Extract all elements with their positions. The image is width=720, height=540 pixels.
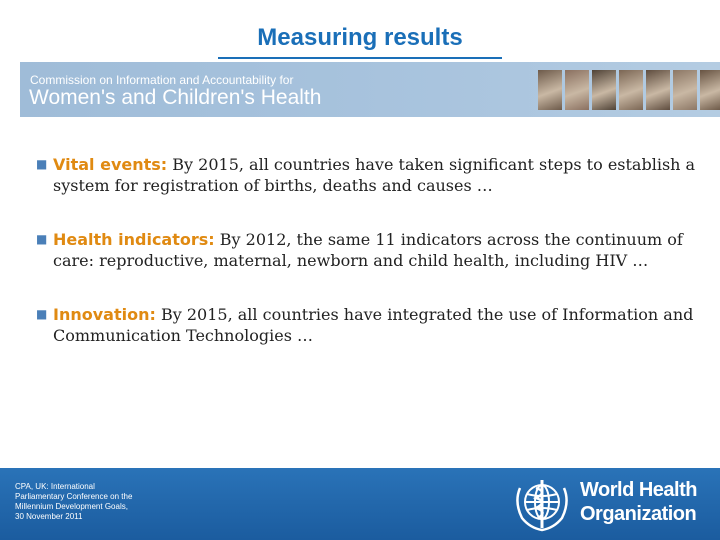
footer-bar [0,468,720,540]
who-emblem-icon [510,474,574,534]
bullet-item [36,229,696,271]
conference-note-line: 30 November 2011 [15,512,83,521]
banner-photo [592,70,616,110]
who-name [580,478,697,526]
conference-note-line: CPA, UK: International [15,482,95,491]
banner-photo [646,70,670,110]
banner-heading: Women's and Children's Health [29,86,322,109]
conference-note [15,482,175,522]
bullet-text: By 2012, the same 11 indicators across the continuum of care: reproductive, maternal, newborn and child health, including HIV … [53,230,683,270]
conference-note-line: Parliamentary Conference on the [15,492,133,501]
bullet-term: Vital events: [53,155,168,174]
bullet-term: Health indicators: [53,230,215,249]
who-name-line: World Health [580,479,697,501]
banner-subtitle: Commission on Information and Accountability for [30,73,294,87]
banner-photo [565,70,589,110]
title-underline [218,57,502,59]
conference-note-line: Millennium Development Goals, [15,502,128,511]
banner-photo [673,70,697,110]
square-bullet-icon: ■ [36,307,48,321]
banner-photo-strip [538,70,720,110]
bullet-term: Innovation: [53,305,156,324]
banner-photo [700,70,720,110]
bullet-text: By 2015, all countries have integrated the use of Information and Communication Technologies … [53,305,694,345]
banner-photo [619,70,643,110]
commission-banner [20,62,720,117]
slide-title: Measuring results [257,24,463,51]
bullet-text: By 2015, all countries have taken significant steps to establish a system for registration of births, deaths and causes … [53,155,696,195]
who-name-line: Organization [580,503,697,525]
bullet-item [36,154,696,196]
square-bullet-icon: ■ [36,157,48,171]
bullet-item [36,304,696,346]
bullet-list [36,154,696,376]
banner-photo [538,70,562,110]
square-bullet-icon: ■ [36,232,48,246]
